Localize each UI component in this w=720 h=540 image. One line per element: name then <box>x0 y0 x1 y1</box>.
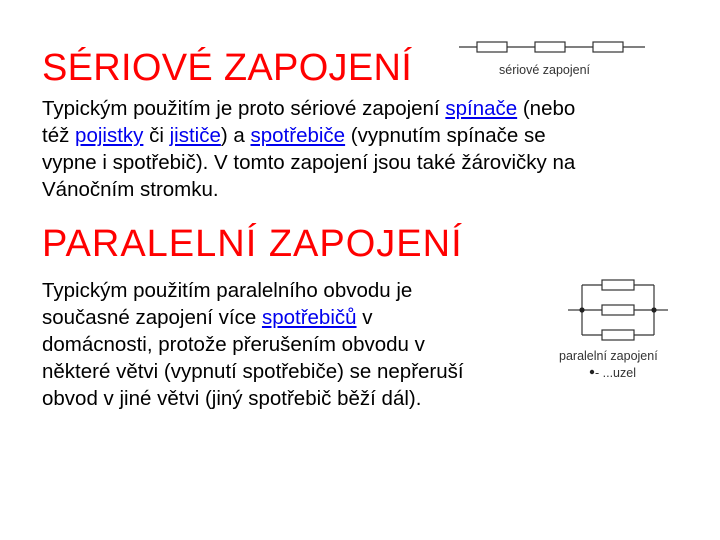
paragraph-text: ) a <box>220 124 251 147</box>
series-diagram-caption: sériové zapojení <box>499 63 591 77</box>
series-circuit-diagram <box>455 36 655 86</box>
paragraph-text: Typickým použitím je proto sériové zapojení <box>42 97 446 120</box>
paragraph-text: v <box>356 306 373 329</box>
serial-heading: SÉRIOVÉ ZAPOJENÍ <box>42 47 413 89</box>
serial-paragraph <box>42 95 682 203</box>
link-spotřebičů[interactable]: spotřebičů <box>261 306 357 329</box>
paragraph-text: obvod v jiné větvi (jiný spotřebič běží dál). <box>42 387 422 410</box>
paragraph-line <box>42 95 682 122</box>
parallel-node-2 <box>651 307 656 312</box>
paragraph-line <box>42 277 547 304</box>
link-spotřebiče[interactable]: spotřebiče <box>250 124 346 147</box>
parallel-paragraph <box>42 277 547 412</box>
paragraph-text: či <box>143 124 170 147</box>
paragraph-line <box>42 122 682 149</box>
parallel-circuit-diagram <box>556 277 686 387</box>
paragraph-line <box>42 358 547 385</box>
link-spínače[interactable]: spínače <box>445 97 518 120</box>
parallel-resistor-3 <box>602 330 634 340</box>
paragraph-line <box>42 385 547 412</box>
link-jističe[interactable]: jističe <box>169 124 221 147</box>
parallel-diagram-caption: paralelní zapojení <box>559 349 658 363</box>
parallel-resistor-2 <box>602 305 634 315</box>
series-resistor-2 <box>535 42 565 52</box>
paragraph-text: některé větvi (vypnutí spotřebiče) se nepřeruší <box>42 360 464 383</box>
paragraph-text: domácnosti, protože přerušením obvodu v <box>42 333 425 356</box>
paragraph-text: Vánočním stromku. <box>42 178 219 201</box>
node-legend-label: - ...uzel <box>595 366 636 380</box>
series-resistor-3 <box>593 42 623 52</box>
link-pojistky[interactable]: pojistky <box>75 124 144 147</box>
paragraph-line <box>42 331 547 358</box>
paragraph-line <box>42 176 682 203</box>
parallel-resistor-1 <box>602 280 634 290</box>
paragraph-text: (nebo <box>517 97 576 120</box>
paragraph-text: (vypnutím spínače se <box>345 124 546 147</box>
paragraph-text: současné zapojení více <box>42 306 262 329</box>
parallel-node-1 <box>579 307 584 312</box>
paragraph-text: též <box>42 124 76 147</box>
paragraph-line <box>42 149 682 176</box>
paragraph-text: vypne i spotřebič). V tomto zapojení jsou také žárovičky na <box>42 151 576 174</box>
paragraph-line <box>42 304 547 331</box>
paragraph-text: Typickým použitím paralelního obvodu je <box>42 279 413 302</box>
series-resistor-1 <box>477 42 507 52</box>
parallel-heading: PARALELNÍ ZAPOJENÍ <box>42 223 463 265</box>
legend-node-dot <box>590 370 594 374</box>
